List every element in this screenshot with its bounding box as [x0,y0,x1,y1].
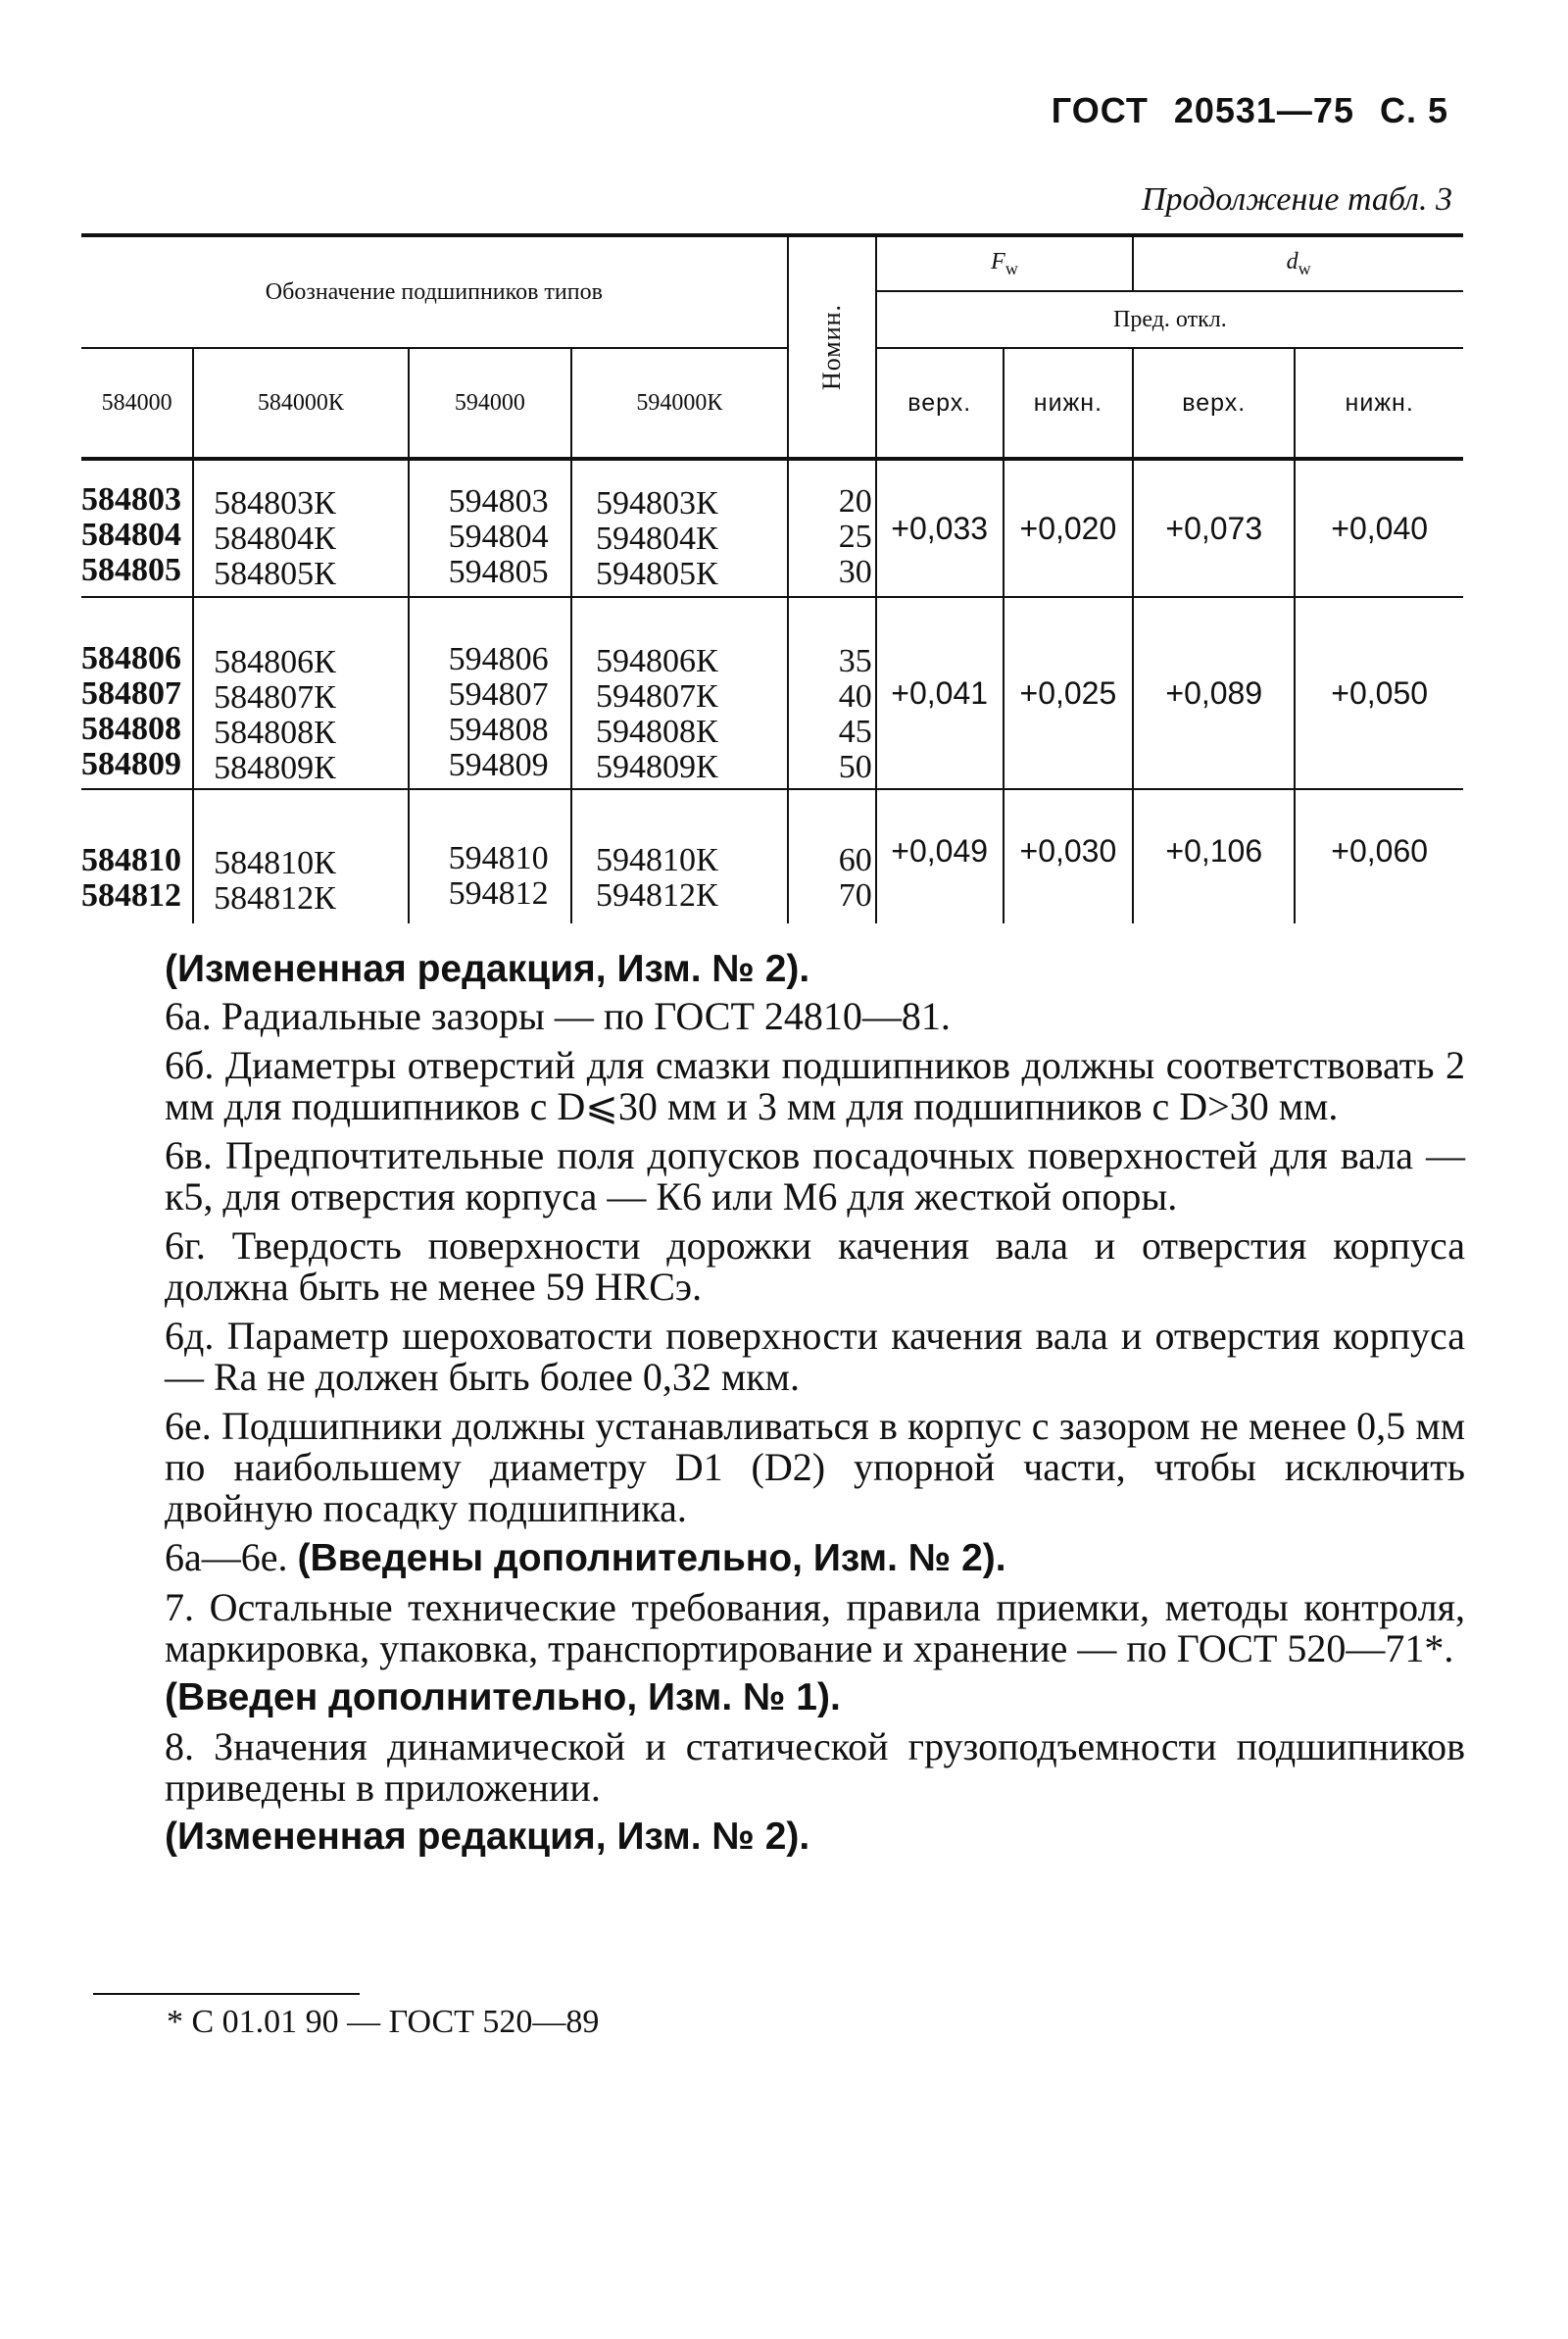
table-continuation: Продолжение табл. 3 [1141,181,1452,218]
table-row-group-1: 584803 584804 584805 584803К 584804К 584805К 594803 594804 594805 594803К 594804К 594805К 20 25 30 +0,033 +0,020 +0,073 +0,040 [81,459,1463,597]
fw-upper-header: верх. [907,388,972,417]
para-6b: 6б. Диаметры отверстий для смазки подшипников должны соответствовать 2 мм для подшипников с D⩽30 мм и 3 мм для подшипников с D>30 мм. [165,1043,1465,1128]
tol-dw-lower-1: +0,040 [1295,459,1463,597]
body-text [98,949,1465,1866]
dw-lower-header: нижн. [1295,348,1463,459]
para-6a: 6а. Радиальные зазоры — по ГОСТ 24810—81. [165,994,951,1038]
para-8: 8. Значения динамической и статической грузоподъемности подшипников приведены в приложении. [165,1724,1465,1810]
tol-dw-lower-2: +0,050 [1295,597,1463,789]
tol-dw-upper-2: +0,089 [1133,597,1295,789]
table-row-group-2: 584806 584807 584808 584809 584806К 584807К 584808К 584809К 594806 594807 594808 594809 594806К 594807К 594808К 594809К 35 40 45 50 +0,041 +0,025 +0,089 +0,050 [81,597,1463,789]
tol-fw-lower-2: +0,025 [1004,597,1134,789]
codes-584: 584803 584804 584805 [81,481,181,588]
amendment-note-3: (Измененная редакция, Изм. № 2). [165,1816,810,1858]
footnote: * С 01.01 90 — ГОСТ 520—89 [167,2004,600,2040]
tol-fw-upper-3: +0,049 [891,833,989,869]
header-number: 20531—75 [1173,90,1354,130]
type-584000k: 584000К [193,348,409,459]
tol-dw-lower-3: +0,060 [1295,789,1463,923]
nominal-label: Номин. [816,303,846,391]
footnote-divider [93,1993,360,1995]
tol-fw-upper-1: +0,033 [891,511,989,546]
dw-header: $d_w$ [1133,235,1463,291]
tol-fw-upper-2: +0,041 [891,675,989,711]
amendment-note-2: (Введен дополнительно, Изм. № 1). [165,1676,841,1718]
para-6e: 6е. Подшипники должны устанавливаться в корпус с зазором не менее 0,5 мм по наибольшему диаметру D1 (D2) упорной части, чтобы исключить двойную посадку подшипника. [165,1404,1465,1530]
header-standard: ГОСТ [1051,90,1149,130]
para-6v: 6в. Предпочтительные поля допусков посадочных поверхностей для вала — к5, для отверстия корпуса — К6 или М6 для жесткой опоры. [165,1133,1465,1219]
pred-otkl-header: Пред. откл. [876,291,1463,348]
type-584000: 584000 [101,389,172,416]
table-row-group-3: 584810 584812 584810К 584812К 594810 594812 594810К 594812К 60 70 +0,049 +0,030 +0,106 +0,060 [81,789,1463,923]
type-594000: 594000 [409,348,571,459]
para-7: 7. Остальные технические требования, правила приемки, методы контроля, маркировка, упаковка, транспортирование и хранение — по ГОСТ 520—71*. [165,1585,1465,1670]
fw-lower-header: нижн. [1004,348,1134,459]
designation-header: Обозначение подшипников типов [81,235,788,348]
page-header [1052,90,1448,131]
header-page: С. 5 [1379,90,1448,130]
para-6g: 6г. Твердость поверхности дорожки качения вала и отверстия корпуса должна быть не менее 59 HRCэ. [165,1223,1465,1309]
amendment-note-1: (Измененная редакция, Изм. № 2). [165,948,810,990]
dw-upper-header: верх. [1133,348,1295,459]
para-6d: 6д. Параметр шероховатости поверхности качения вала и отверстия корпуса — Ra не должен быть более 0,32 мкм. [165,1314,1465,1399]
nominal-header [788,235,876,459]
tol-fw-lower-1: +0,020 [1004,459,1134,597]
bearing-table [81,233,1463,923]
para-6a-6e: 6а—6е. (Введены дополнительно, Изм. № 2). [165,1535,1006,1579]
type-594000k: 594000К [571,348,788,459]
tol-dw-upper-3: +0,106 [1133,789,1295,923]
tol-dw-upper-1: +0,073 [1133,459,1295,597]
fw-header: $F_w$ [876,235,1133,291]
tol-fw-lower-3: +0,030 [1004,789,1134,923]
